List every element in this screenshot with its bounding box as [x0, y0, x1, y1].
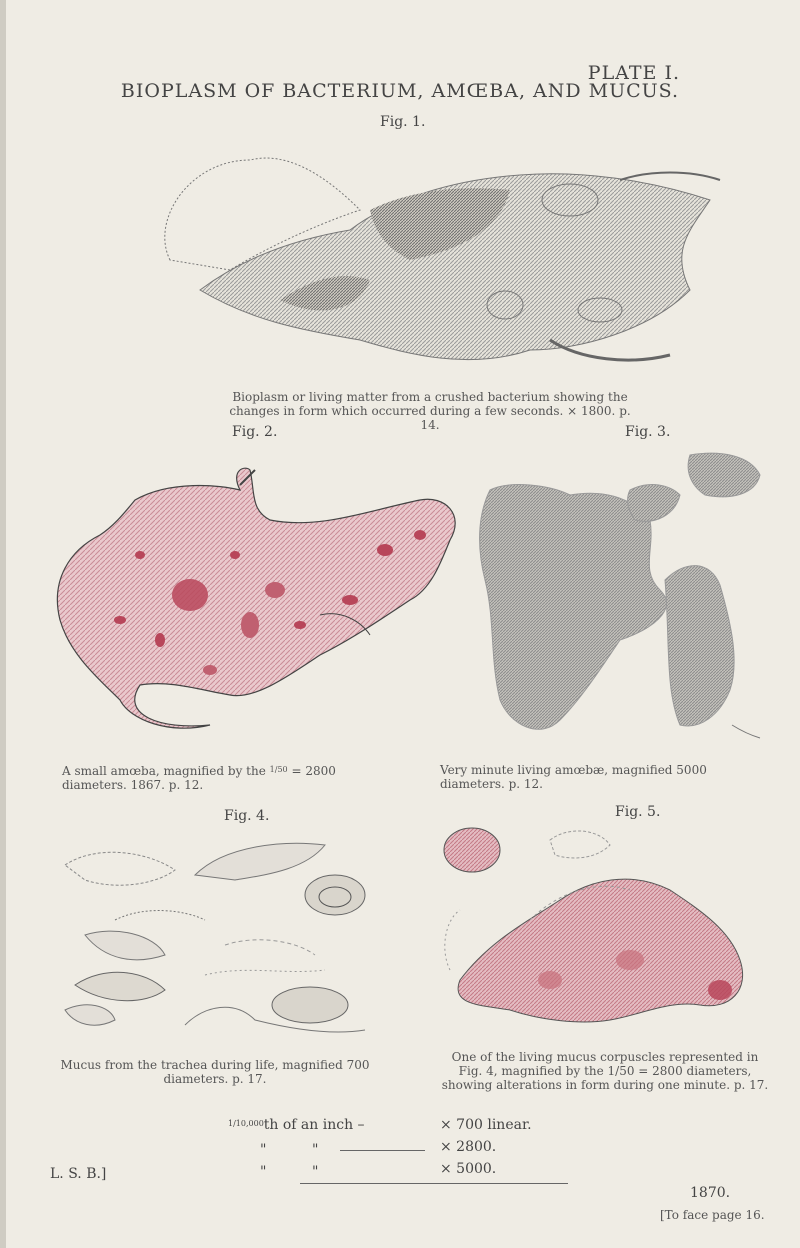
fig2-caption-post: = 2800 diameters. 1867. p. 12.: [62, 764, 336, 792]
page-reference: [To face page 16.: [660, 1208, 765, 1222]
scale-ditto-3: ": [260, 1164, 267, 1180]
fig1-bacterium-illustration: [130, 140, 730, 380]
fig3-label: Fig. 3.: [625, 424, 671, 440]
scale-row-2800: × 2800.: [440, 1139, 497, 1155]
scale-unit: [228, 1117, 365, 1133]
plate-year: 1870.: [690, 1185, 731, 1201]
scale-bar-5000: [300, 1183, 568, 1184]
fig5-corpuscle-body: [458, 879, 743, 1022]
fig2-caption-fraction: 1/50: [269, 765, 288, 774]
fig1-caption: Bioplasm or living matter from a crushed bacterium showing the changes in form which occurred during a few seconds. × 1800. p. 14.: [229, 390, 631, 432]
fig5-label: Fig. 5.: [615, 804, 661, 820]
fig2-caption-pre: A small amœba, magnified by the: [62, 764, 266, 778]
plate-title: BIOPLASM OF BACTERIUM, AMŒBA, AND MUCUS.: [120, 80, 680, 102]
fig2-amoeba-illustration: [40, 440, 480, 740]
fig2-caption: [62, 763, 392, 792]
fig2-label: Fig. 2.: [232, 424, 278, 440]
fig1-label: Fig. 1.: [380, 114, 426, 130]
fig4-mucus-illustration: [55, 825, 415, 1045]
page-edge: [0, 0, 6, 1248]
fig4-caption: Mucus from the trachea during life, magnified 700 diameters. p. 17.: [60, 1058, 370, 1086]
scale-row-700: × 700 linear.: [440, 1117, 532, 1133]
plate-number: PLATE I.: [587, 62, 680, 84]
author-initials: L. S. B.]: [50, 1166, 107, 1182]
scale-bar-2800: [340, 1150, 425, 1151]
fig5-caption: One of the living mucus corpuscles represented in Fig. 4, magnified by the 1/50 = 2800 diameters, showing alterations in form during one minute. p. 17.: [441, 1050, 769, 1092]
scale-unit-text: th of an inch –: [263, 1117, 365, 1133]
fig3-caption: Very minute living amœbæ, magnified 5000 diameters. p. 12.: [440, 763, 707, 791]
fig3-amoeba-large: [480, 485, 667, 730]
scale-unit-fraction: 1/10,000: [228, 1119, 264, 1128]
fig5-corpuscle-illustration: [430, 820, 770, 1040]
scale-row-5000: × 5000.: [440, 1161, 497, 1177]
scale-ditto-2: ": [312, 1142, 319, 1158]
scale-ditto-1: ": [260, 1142, 267, 1158]
scale-ditto-4: ": [312, 1164, 319, 1180]
fig4-label: Fig. 4.: [224, 808, 270, 824]
fig2-amoeba-body: [57, 468, 455, 728]
fig3-amoebae-illustration: [470, 440, 770, 740]
